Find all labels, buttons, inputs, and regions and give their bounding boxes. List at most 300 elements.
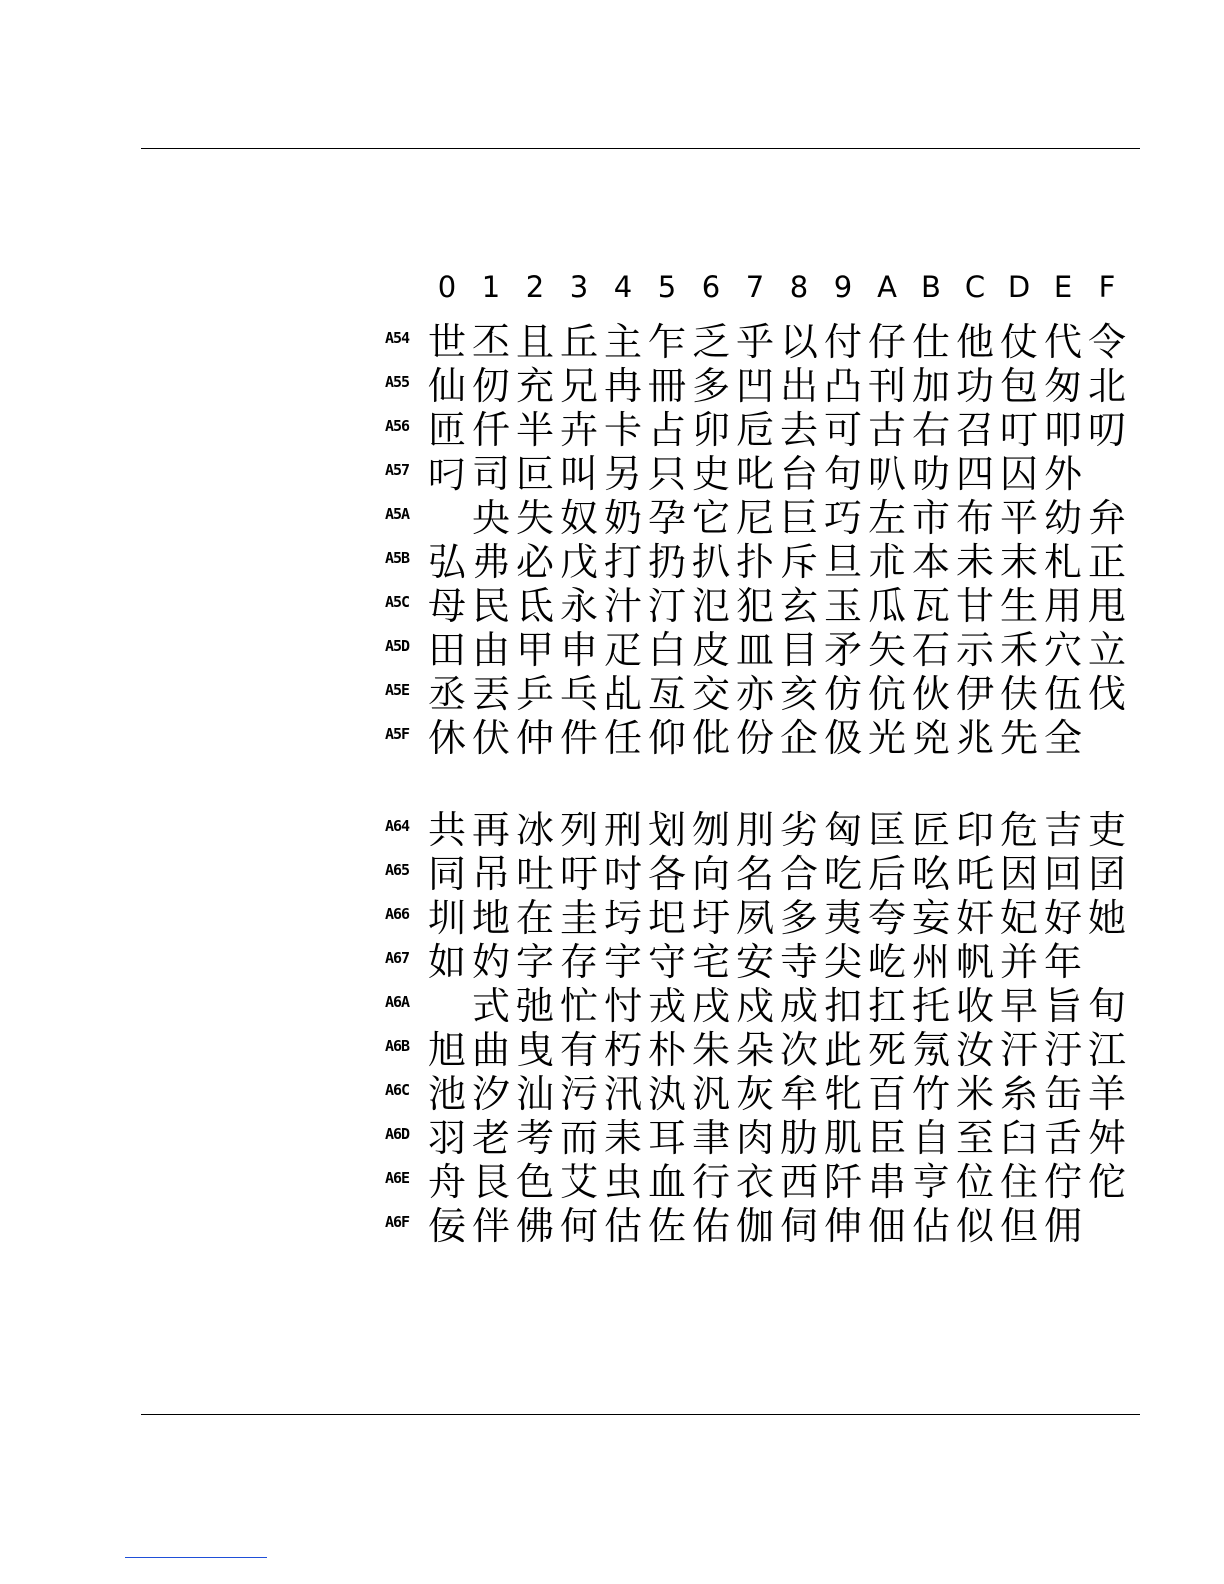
glyph-cell: 氾	[691, 584, 730, 628]
glyph-cell: 叫	[559, 452, 598, 496]
glyph-cell: 丘	[559, 320, 598, 364]
glyph-cell: 她	[1087, 896, 1126, 940]
glyph-cell: 叻	[911, 452, 950, 496]
glyph-cell: 平	[999, 496, 1038, 540]
glyph-cell: 再	[471, 808, 510, 852]
glyph-cell: 北	[1087, 364, 1126, 408]
glyph-cell	[1085, 940, 1129, 984]
glyph-cell: 在	[515, 896, 554, 940]
glyph-cell: 汍	[647, 1072, 686, 1116]
glyph-cell: 曳	[515, 1028, 554, 1072]
glyph-cell: 奴	[559, 496, 598, 540]
glyph-cell: 斥	[779, 540, 818, 584]
glyph-cell: 石	[911, 628, 950, 672]
glyph-cell: 民	[471, 584, 510, 628]
column-header-8: 8	[789, 270, 809, 304]
glyph-cell: 死	[867, 1028, 906, 1072]
glyph-cell: 乓	[559, 672, 598, 716]
glyph-cell: 刎	[691, 808, 730, 852]
code-row-a6e	[383, 1160, 1143, 1204]
glyph-cell: 朴	[647, 1028, 686, 1072]
glyph-cell: 佞	[427, 1204, 466, 1248]
glyph-cell: 危	[999, 808, 1038, 852]
glyph-cell: 功	[955, 364, 994, 408]
glyph-cell: 汕	[515, 1072, 554, 1116]
code-row-a5a	[383, 496, 1143, 540]
glyph-cell: 守	[647, 940, 686, 984]
glyph-cell: 冉	[603, 364, 642, 408]
glyph-cell: 似	[955, 1204, 994, 1248]
glyph-cell: 付	[823, 320, 862, 364]
glyph-cell: 札	[1043, 540, 1082, 584]
glyph-cell: 有	[559, 1028, 598, 1072]
code-row-a67	[383, 940, 1143, 984]
glyph-cell: 扒	[691, 540, 730, 584]
glyph-cell: 肌	[823, 1116, 862, 1160]
glyph-cell: 圳	[427, 896, 466, 940]
glyph-cell: 圯	[647, 896, 686, 940]
glyph-cell: 估	[603, 1204, 642, 1248]
glyph-cell: 妄	[911, 896, 950, 940]
glyph-cell: 叭	[867, 452, 906, 496]
glyph-cell: 池	[427, 1072, 466, 1116]
glyph-cell: 艾	[559, 1160, 598, 1204]
glyph-cell: 未	[955, 540, 994, 584]
glyph-cell: 申	[559, 628, 598, 672]
glyph-cell: 禾	[999, 628, 1038, 672]
glyph-cell: 奸	[955, 896, 994, 940]
glyph-cell: 乎	[735, 320, 774, 364]
glyph-cell: 并	[999, 940, 1038, 984]
glyph-cell: 囝	[1087, 852, 1126, 896]
row-code-label: A5B	[385, 549, 410, 567]
glyph-cell: 卉	[559, 408, 598, 452]
glyph-cell: 臣	[867, 1116, 906, 1160]
glyph-cell: 氐	[515, 584, 554, 628]
glyph-cell: 多	[691, 364, 730, 408]
glyph-cell: 亙	[647, 672, 686, 716]
glyph-cell: 汁	[603, 584, 642, 628]
glyph-cell: 夷	[823, 896, 862, 940]
glyph-cell: 江	[1087, 1028, 1126, 1072]
glyph-cell: 甲	[515, 628, 554, 672]
glyph-cell: 衣	[735, 1160, 774, 1204]
glyph-cell: 卯	[691, 408, 730, 452]
glyph-cell: 吊	[471, 852, 510, 896]
glyph-cell: 打	[603, 540, 642, 584]
glyph-cell: 州	[911, 940, 950, 984]
glyph-cell: 台	[779, 452, 818, 496]
glyph-cell: 令	[1087, 320, 1126, 364]
glyph-cell: 屹	[867, 940, 906, 984]
row-code-label: A54	[385, 329, 410, 347]
glyph-cell: 只	[647, 452, 686, 496]
row-code-label: A65	[385, 861, 410, 879]
glyph-cell: 羊	[1087, 1072, 1126, 1116]
code-row-a5c	[383, 584, 1143, 628]
glyph-cell: 印	[955, 808, 994, 852]
glyph-cell: 早	[999, 984, 1038, 1028]
glyph-cell: 左	[867, 496, 906, 540]
glyph-cell: 皿	[735, 628, 774, 672]
footer-link-underline[interactable]	[125, 1557, 267, 1558]
glyph-cell: 市	[911, 496, 950, 540]
glyph-cell: 伙	[911, 672, 950, 716]
code-row-a5f	[383, 716, 1143, 760]
glyph-cell: 孕	[647, 496, 686, 540]
glyph-cell: 匝	[427, 408, 466, 452]
glyph-cell: 亦	[735, 672, 774, 716]
glyph-cell: 如	[427, 940, 466, 984]
glyph-cell: 串	[867, 1160, 906, 1204]
glyph-cell: 色	[515, 1160, 554, 1204]
glyph-cell: 叵	[515, 452, 554, 496]
glyph-cell: 宅	[691, 940, 730, 984]
glyph-cell: 光	[867, 716, 906, 760]
glyph-cell: 犯	[735, 584, 774, 628]
glyph-cell: 地	[471, 896, 510, 940]
glyph-cell: 妃	[999, 896, 1038, 940]
glyph-cell: 戎	[647, 984, 686, 1028]
glyph-cell: 叩	[1043, 408, 1082, 452]
glyph-cell: 兆	[955, 716, 994, 760]
glyph-cell: 目	[779, 628, 818, 672]
glyph-cell: 弘	[427, 540, 466, 584]
glyph-cell: 先	[999, 716, 1038, 760]
glyph-cell: 羽	[427, 1116, 466, 1160]
code-row-a6b	[383, 1028, 1143, 1072]
glyph-cell: 必	[515, 540, 554, 584]
glyph-cell: 叱	[735, 452, 774, 496]
column-header-c: C	[964, 270, 986, 304]
row-code-label: A66	[385, 905, 410, 923]
glyph-cell: 尖	[823, 940, 862, 984]
glyph-cell: 名	[735, 852, 774, 896]
glyph-cell: 扑	[735, 540, 774, 584]
glyph-cell: 仗	[999, 320, 1038, 364]
row-code-label: A5D	[385, 637, 410, 655]
glyph-cell: 本	[911, 540, 950, 584]
glyph-cell: 四	[955, 452, 994, 496]
glyph-cell: 伉	[867, 672, 906, 716]
row-code-label: A5E	[385, 681, 410, 699]
glyph-cell: 列	[559, 808, 598, 852]
glyph-cell: 汎	[691, 1072, 730, 1116]
glyph-cell: 仿	[823, 672, 862, 716]
glyph-cell: 朵	[735, 1028, 774, 1072]
glyph-cell: 伽	[735, 1204, 774, 1248]
glyph-cell: 正	[1087, 540, 1126, 584]
glyph-cell: 示	[955, 628, 994, 672]
glyph-cell: 匆	[1043, 364, 1082, 408]
glyph-cell: 耒	[603, 1116, 642, 1160]
code-row-a57	[383, 452, 1143, 496]
glyph-cell: 卮	[735, 408, 774, 452]
code-row-a6d	[383, 1116, 1143, 1160]
glyph-cell: 乏	[691, 320, 730, 364]
column-header-a: A	[877, 270, 897, 304]
glyph-cell: 考	[515, 1116, 554, 1160]
glyph-cell: 刑	[603, 808, 642, 852]
glyph-cell: 好	[1043, 896, 1082, 940]
glyph-cell: 伐	[1087, 672, 1126, 716]
column-header-7: 7	[745, 270, 765, 304]
glyph-cell: 各	[647, 852, 686, 896]
glyph-cell: 成	[779, 984, 818, 1028]
glyph-cell: 丕	[471, 320, 510, 364]
glyph-cell: 仙	[427, 364, 466, 408]
glyph-cell: 共	[427, 808, 466, 852]
glyph-cell	[1085, 716, 1129, 760]
glyph-cell: 舌	[1043, 1116, 1082, 1160]
glyph-cell: 伏	[471, 716, 510, 760]
glyph-cell: 合	[779, 852, 818, 896]
code-row-a6f	[383, 1204, 1143, 1248]
code-row-a64	[383, 808, 1143, 852]
glyph-cell	[425, 496, 469, 540]
glyph-cell: 肋	[779, 1116, 818, 1160]
glyph-cell: 圩	[691, 896, 730, 940]
glyph-cell: 丞	[427, 672, 466, 716]
glyph-cell: 冊	[647, 364, 686, 408]
glyph-cell: 安	[735, 940, 774, 984]
glyph-cell: 曲	[471, 1028, 510, 1072]
row-code-label: A6A	[385, 993, 410, 1011]
glyph-cell: 因	[999, 852, 1038, 896]
glyph-cell: 永	[559, 584, 598, 628]
glyph-cell: 仔	[867, 320, 906, 364]
glyph-cell: 幼	[1043, 496, 1082, 540]
glyph-cell: 可	[823, 408, 862, 452]
glyph-cell: 刖	[735, 808, 774, 852]
glyph-cell: 弗	[471, 540, 510, 584]
glyph-cell: 年	[1043, 940, 1082, 984]
glyph-cell: 舛	[1087, 1116, 1126, 1160]
glyph-cell: 字	[515, 940, 554, 984]
glyph-cell: 句	[823, 452, 862, 496]
glyph-cell: 充	[515, 364, 554, 408]
glyph-cell	[1085, 1204, 1129, 1248]
glyph-cell: 占	[647, 408, 686, 452]
glyph-cell: 佗	[1087, 1160, 1126, 1204]
glyph-cell: 全	[1043, 716, 1082, 760]
glyph-cell: 矛	[823, 628, 862, 672]
glyph-cell: 他	[955, 320, 994, 364]
glyph-cell: 但	[999, 1204, 1038, 1248]
glyph-cell	[1085, 452, 1129, 496]
glyph-cell: 阡	[823, 1160, 862, 1204]
glyph-cell: 兇	[911, 716, 950, 760]
column-header-0: 0	[437, 270, 457, 304]
glyph-cell: 尼	[735, 496, 774, 540]
glyph-cell: 疋	[603, 628, 642, 672]
top-rule	[141, 148, 1140, 149]
glyph-cell: 汝	[955, 1028, 994, 1072]
column-header-9: 9	[833, 270, 853, 304]
glyph-cell: 佣	[1043, 1204, 1082, 1248]
row-code-label: A55	[385, 373, 410, 391]
glyph-cell: 扔	[647, 540, 686, 584]
column-header-b: B	[921, 270, 941, 304]
glyph-cell: 汛	[603, 1072, 642, 1116]
glyph-cell: 矢	[867, 628, 906, 672]
glyph-cell: 旬	[1087, 984, 1126, 1028]
glyph-cell: 由	[471, 628, 510, 672]
glyph-cell: 宇	[603, 940, 642, 984]
row-code-label: A5F	[385, 725, 410, 743]
glyph-cell: 用	[1043, 584, 1082, 628]
glyph-cell: 舟	[427, 1160, 466, 1204]
glyph-cell: 右	[911, 408, 950, 452]
code-row-a6c	[383, 1072, 1143, 1116]
glyph-cell: 兄	[559, 364, 598, 408]
glyph-cell: 吒	[955, 852, 994, 896]
glyph-cell: 同	[427, 852, 466, 896]
glyph-cell: 仰	[647, 716, 686, 760]
glyph-cell: 玄	[779, 584, 818, 628]
glyph-cell: 亨	[911, 1160, 950, 1204]
row-code-label: A6B	[385, 1037, 410, 1055]
glyph-cell: 收	[955, 984, 994, 1028]
glyph-cell: 圭	[559, 896, 598, 940]
glyph-cell: 包	[999, 364, 1038, 408]
glyph-cell: 乒	[515, 672, 554, 716]
glyph-cell: 失	[515, 496, 554, 540]
glyph-cell: 以	[779, 320, 818, 364]
glyph-cell: 布	[955, 496, 994, 540]
glyph-cell: 向	[691, 852, 730, 896]
glyph-cell: 乍	[647, 320, 686, 364]
glyph-cell: 百	[867, 1072, 906, 1116]
glyph-cell: 瓦	[911, 584, 950, 628]
glyph-cell: 田	[427, 628, 466, 672]
glyph-cell: 后	[867, 852, 906, 896]
glyph-cell: 末	[999, 540, 1038, 584]
glyph-cell: 聿	[691, 1116, 730, 1160]
glyph-cell: 任	[603, 716, 642, 760]
glyph-cell: 加	[911, 364, 950, 408]
glyph-cell: 住	[999, 1160, 1038, 1204]
glyph-cell: 皮	[691, 628, 730, 672]
glyph-cell: 吉	[1043, 808, 1082, 852]
glyph-cell: 丟	[471, 672, 510, 716]
glyph-cell: 凹	[735, 364, 774, 408]
glyph-cell: 休	[427, 716, 466, 760]
glyph-cell: 忙	[559, 984, 598, 1028]
glyph-cell: 另	[603, 452, 642, 496]
glyph-cell: 朮	[867, 540, 906, 584]
glyph-cell: 匠	[911, 808, 950, 852]
glyph-cell: 半	[515, 408, 554, 452]
glyph-cell: 虫	[603, 1160, 642, 1204]
column-header-row	[383, 268, 1143, 308]
glyph-cell: 朽	[603, 1028, 642, 1072]
glyph-cell: 奶	[603, 496, 642, 540]
glyph-cell: 夸	[867, 896, 906, 940]
glyph-cell: 老	[471, 1116, 510, 1160]
glyph-cell: 伕	[999, 672, 1038, 716]
glyph-cell: 托	[911, 984, 950, 1028]
glyph-cell: 西	[779, 1160, 818, 1204]
glyph-cell: 划	[647, 808, 686, 852]
glyph-cell: 卡	[603, 408, 642, 452]
glyph-cell: 米	[955, 1072, 994, 1116]
glyph-cell: 佔	[911, 1204, 950, 1248]
glyph-cell: 囚	[999, 452, 1038, 496]
row-code-label: A64	[385, 817, 410, 835]
glyph-cell: 母	[427, 584, 466, 628]
glyph-cell: 穴	[1043, 628, 1082, 672]
glyph-cell: 多	[779, 896, 818, 940]
glyph-cell: 央	[471, 496, 510, 540]
column-header-3: 3	[569, 270, 589, 304]
glyph-cell: 旨	[1043, 984, 1082, 1028]
glyph-cell: 圬	[603, 896, 642, 940]
glyph-cell: 伺	[779, 1204, 818, 1248]
code-row-a66	[383, 896, 1143, 940]
glyph-cell: 甘	[955, 584, 994, 628]
glyph-cell: 交	[691, 672, 730, 716]
glyph-cell: 伴	[471, 1204, 510, 1248]
glyph-cell: 存	[559, 940, 598, 984]
glyph-cell: 忖	[603, 984, 642, 1028]
glyph-cell: 佐	[647, 1204, 686, 1248]
glyph-cell: 寺	[779, 940, 818, 984]
glyph-cell: 式	[471, 984, 510, 1028]
glyph-cell: 去	[779, 408, 818, 452]
glyph-cell: 瓜	[867, 584, 906, 628]
glyph-cell: 回	[1043, 852, 1082, 896]
glyph-cell: 古	[867, 408, 906, 452]
row-code-label: A6C	[385, 1081, 410, 1099]
glyph-cell: 凸	[823, 364, 862, 408]
glyph-cell: 佑	[691, 1204, 730, 1248]
glyph-cell: 叮	[999, 408, 1038, 452]
glyph-cell: 甩	[1087, 584, 1126, 628]
glyph-cell: 缶	[1043, 1072, 1082, 1116]
glyph-cell: 朱	[691, 1028, 730, 1072]
bottom-rule	[141, 1414, 1140, 1415]
glyph-cell: 汗	[999, 1028, 1038, 1072]
glyph-cell: 何	[559, 1204, 598, 1248]
glyph-cell: 而	[559, 1116, 598, 1160]
row-code-label: A5C	[385, 593, 410, 611]
code-row-a54	[383, 320, 1143, 364]
glyph-cell: 此	[823, 1028, 862, 1072]
glyph-cell: 叼	[427, 452, 466, 496]
row-code-label: A56	[385, 417, 410, 435]
glyph-cell: 汀	[647, 584, 686, 628]
glyph-cell: 件	[559, 716, 598, 760]
glyph-cell: 自	[911, 1116, 950, 1160]
glyph-cell	[425, 984, 469, 1028]
row-code-label: A5A	[385, 505, 410, 523]
glyph-cell: 灰	[735, 1072, 774, 1116]
glyph-cell: 弛	[515, 984, 554, 1028]
glyph-cell: 佇	[1043, 1160, 1082, 1204]
glyph-cell: 夙	[735, 896, 774, 940]
glyph-cell: 吋	[603, 852, 642, 896]
glyph-cell: 汙	[1043, 1028, 1082, 1072]
glyph-cell: 司	[471, 452, 510, 496]
glyph-cell: 血	[647, 1160, 686, 1204]
glyph-cell: 伊	[955, 672, 994, 716]
code-row-a65	[383, 852, 1143, 896]
code-row-a5b	[383, 540, 1143, 584]
glyph-cell: 刊	[867, 364, 906, 408]
code-row-a5e	[383, 672, 1143, 716]
code-row-a5d	[383, 628, 1143, 672]
